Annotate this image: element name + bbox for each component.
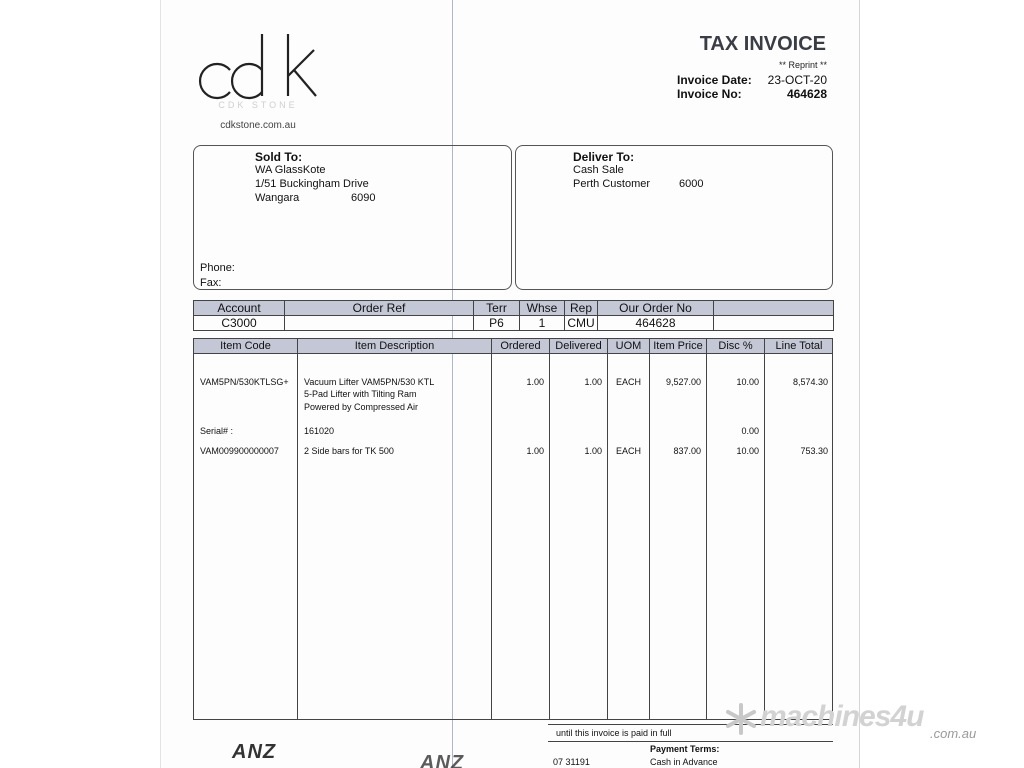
col-disc: Disc %	[718, 340, 753, 352]
machines4u-watermark	[724, 700, 994, 744]
col-account: Account	[194, 301, 285, 316]
logo-url: cdkstone.com.au	[220, 120, 296, 131]
cdk-logo-icon	[196, 30, 320, 100]
logo-subtitle: CDK STONE	[218, 100, 298, 110]
item-description-line: Vacuum Lifter VAM5PN/530 KTL	[304, 377, 435, 387]
rep-value: CMU	[565, 316, 598, 331]
blank-value	[714, 316, 834, 331]
item-delivered: 1.00	[584, 377, 602, 387]
item-ordered: 1.00	[526, 377, 544, 387]
item-disc: 10.00	[736, 446, 759, 456]
snowflake-icon	[724, 702, 758, 736]
anz-bank-logo: ANZ	[232, 741, 277, 763]
column-divider	[764, 339, 765, 719]
sold-to-postcode: 6090	[351, 192, 376, 204]
column-divider	[706, 339, 707, 719]
deliver-to-box	[515, 145, 833, 290]
col-line-total: Line Total	[775, 340, 823, 352]
whse-value: 1	[520, 316, 565, 331]
item-line-total: 8,574.30	[792, 377, 828, 387]
deliver-to-suburb: Perth Customer	[573, 178, 651, 190]
column-divider	[649, 339, 650, 719]
invoice-title: TAX INVOICE	[699, 33, 826, 55]
sold-to-label: Sold To:	[255, 150, 303, 164]
deliver-to-name: Cash Sale	[573, 164, 624, 176]
col-terr: Terr	[474, 301, 520, 316]
terr-value: P6	[474, 316, 520, 331]
invoice-date-value: 23-OCT-20	[767, 73, 827, 87]
item-delivered: 1.00	[584, 446, 602, 456]
col-our-order-no: Our Order No	[598, 301, 714, 316]
company-logo	[196, 30, 326, 130]
col-rep: Rep	[565, 301, 598, 316]
reference-number: 07 31191	[553, 757, 590, 767]
account-table	[193, 300, 834, 331]
item-description-line: Powered by Compressed Air	[304, 402, 419, 412]
items-table	[193, 338, 833, 720]
item-uom: EACH	[615, 377, 641, 387]
sold-to-box	[193, 145, 512, 290]
item-description-line: 2 Side bars for TK 500	[304, 446, 394, 456]
col-delivered: Delivered	[555, 340, 602, 352]
col-order-ref: Order Ref	[285, 301, 474, 316]
deliver-to-label: Deliver To:	[573, 150, 635, 164]
order-ref-value	[285, 316, 474, 331]
paid-note: until this invoice is paid in full	[556, 728, 672, 738]
invoice-number-value: 464628	[786, 87, 827, 101]
col-whse: Whse	[520, 301, 565, 316]
item-line-total: 753.30	[800, 446, 828, 456]
item-code: VAM009900000007	[200, 446, 279, 456]
item-code: VAM5PN/530KTLSG+	[200, 377, 289, 387]
item-price: 9,527.00	[665, 377, 701, 387]
col-item-description: Item Description	[354, 340, 435, 352]
item-ordered: 1.00	[526, 446, 544, 456]
invoice-date-label: Invoice Date:	[677, 73, 752, 87]
reprint-note: ** Reprint **	[778, 60, 827, 70]
serial-disc: 0.00	[741, 426, 759, 436]
col-ordered: Ordered	[500, 340, 541, 352]
item-uom: EACH	[615, 446, 641, 456]
item-price: 837.00	[673, 446, 701, 456]
fax-label: Fax:	[200, 277, 222, 289]
account-value: C3000	[194, 316, 285, 331]
anz-bank-logo: ANZ	[420, 752, 465, 768]
col-uom: UOM	[615, 340, 642, 352]
sold-to-suburb: Wangara	[255, 192, 300, 204]
item-disc: 10.00	[736, 377, 759, 387]
col-item-price: Item Price	[653, 340, 703, 352]
payment-terms-value: Cash in Advance	[650, 757, 718, 767]
watermark-brand: machines4u	[760, 700, 924, 733]
serial-label: Serial# :	[200, 426, 234, 436]
payment-terms-label: Payment Terms:	[650, 744, 720, 754]
column-divider	[491, 339, 492, 719]
deliver-to-postcode: 6000	[679, 178, 704, 190]
watermark-domain: .com.au	[930, 726, 977, 741]
col-item-code: Item Code	[220, 340, 271, 352]
column-divider	[297, 339, 298, 719]
column-divider	[607, 339, 608, 719]
phone-label: Phone:	[200, 262, 235, 274]
our-order-no-value: 464628	[598, 316, 714, 331]
sold-to-street: 1/51 Buckingham Drive	[255, 178, 369, 190]
item-description-line: 5-Pad Lifter with Tilting Ram	[304, 389, 417, 399]
sold-to-name: WA GlassKote	[255, 164, 326, 176]
column-divider	[549, 339, 550, 719]
col-blank	[714, 301, 834, 316]
serial-value: 161020	[304, 426, 335, 436]
invoice-number-label: Invoice No:	[677, 87, 742, 101]
